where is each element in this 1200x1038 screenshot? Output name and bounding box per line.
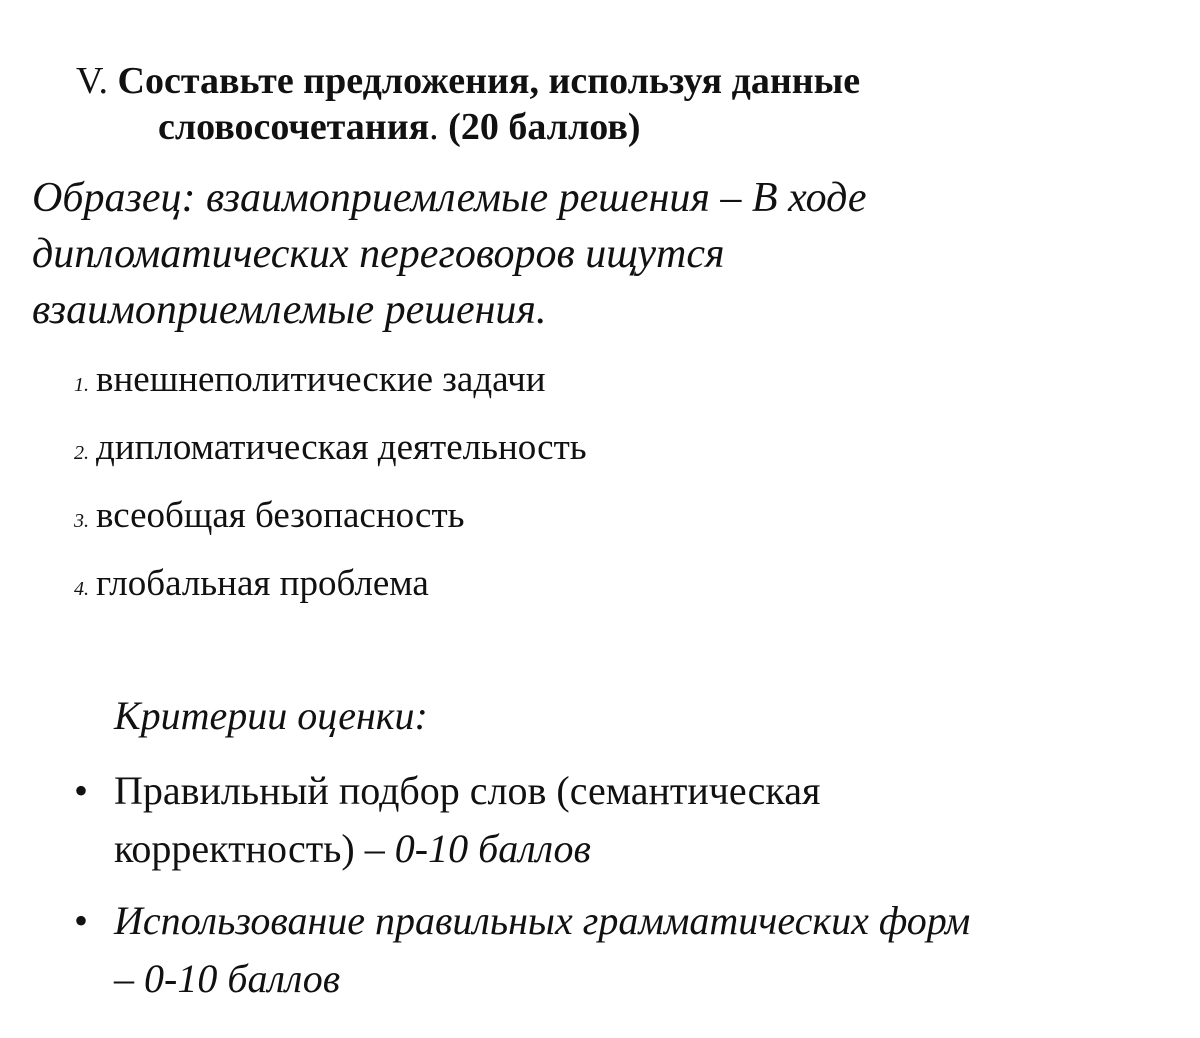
item-text: глобальная проблема <box>96 563 429 604</box>
item-number: 1. <box>74 374 89 396</box>
item-text: всеобщая безопасность <box>96 495 465 536</box>
bullet-icon: • <box>74 768 89 813</box>
item-number: 3. <box>74 510 89 532</box>
item-text: дипломатическая деятельность <box>96 427 587 468</box>
sample-line-2: дипломатических переговоров ищутся <box>32 231 725 277</box>
task-instruction-dot: . <box>429 106 439 148</box>
sample-line-1: Образец: взаимоприемлемые решения – В ходе <box>32 175 867 221</box>
item-number: 4. <box>74 578 89 600</box>
task-instruction-line2 <box>76 104 1076 150</box>
task-instruction-word: словосочетания <box>158 106 430 148</box>
sample-line-3: взаимоприемлемые решения. <box>32 287 547 333</box>
criteria-item <box>74 762 1174 878</box>
sample-example <box>32 170 1132 338</box>
list-item <box>74 355 587 423</box>
criteria-item-1-line2 <box>114 820 1174 878</box>
criteria-item-1-points: – 0-10 баллов <box>364 826 591 871</box>
criteria-item-1-line1: Правильный подбор слов (семантическая <box>114 768 821 813</box>
item-text: внешнеполитические задачи <box>96 359 546 400</box>
section-number: V. <box>76 60 109 102</box>
criteria-item-2-line1: Использование правильных грамматических форм <box>114 898 971 943</box>
list-item <box>74 423 587 491</box>
criteria-list <box>74 762 1174 1022</box>
exercise-heading <box>76 58 1076 150</box>
criteria-title: Критерии оценки: <box>114 693 428 738</box>
task-instruction-line1: Составьте предложения, используя данные <box>117 60 861 102</box>
list-item <box>74 559 587 627</box>
phrase-list <box>74 355 587 627</box>
criteria-item-2-line2: – 0-10 баллов <box>114 956 341 1001</box>
task-points: (20 баллов) <box>448 106 641 148</box>
bullet-icon: • <box>74 898 89 943</box>
list-item <box>74 491 587 559</box>
criteria-item <box>74 892 1174 1008</box>
criteria-item-1-text: корректность) <box>114 826 365 871</box>
item-number: 2. <box>74 442 89 464</box>
